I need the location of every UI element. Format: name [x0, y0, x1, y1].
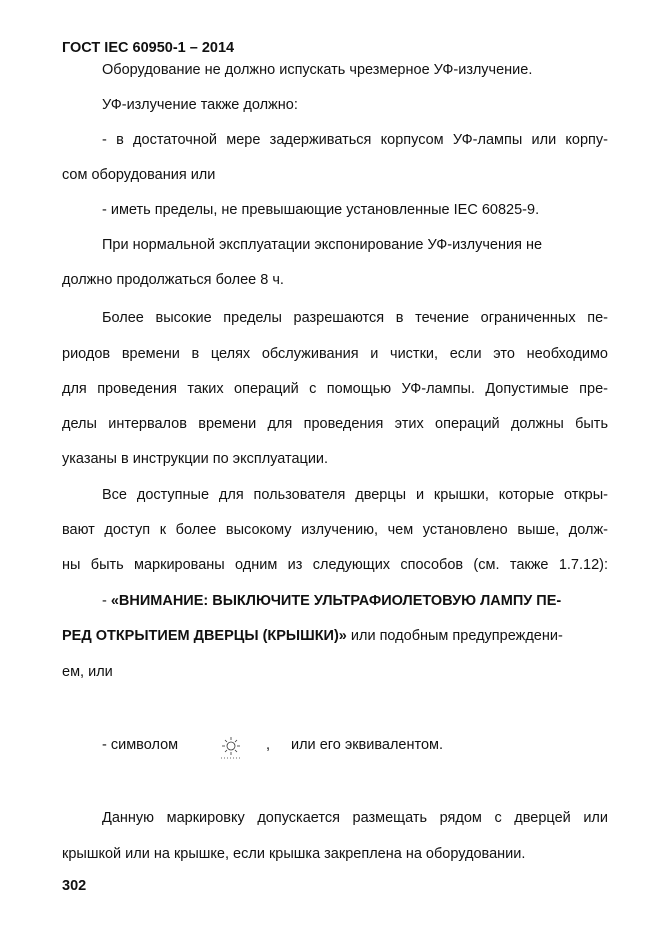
paragraph-line: вают доступ к более высокому излучению, чем установлено выше, долж- — [62, 522, 608, 538]
paragraph-line: - иметь пределы, не превышающие установленные IEC 60825-9. — [102, 202, 540, 218]
document-header: ГОСТ IEC 60950-1 – 2014 — [62, 40, 235, 56]
paragraph-line: При нормальной эксплуатации экспонирование УФ-излучения не — [102, 237, 543, 253]
warning-prefix: - — [102, 593, 111, 609]
warning-line-3: ем, или — [62, 664, 113, 680]
paragraph-line: Оборудование не должно испускать чрезмерное УФ-излучение. — [102, 62, 533, 78]
paragraph-line: Данную маркировку допускается размещать рядом с дверцей или — [102, 810, 608, 826]
uv-radiation-symbol-icon — [214, 734, 248, 762]
paragraph-line: для проведения таких операций с помощью УФ-лампы. Допустимые пре- — [62, 381, 608, 397]
paragraph-line: УФ-излучение также должно: — [102, 97, 298, 113]
paragraph-line: должно продолжаться более 8 ч. — [62, 272, 284, 288]
paragraph-line: - в достаточной мере задерживаться корпусом УФ-лампы или корпу- — [102, 132, 608, 148]
warning-bold-text: РЕД ОТКРЫТИЕМ ДВЕРЦЫ (КРЫШКИ)» — [62, 628, 347, 644]
paragraph-line: ны быть маркированы одним из следующих способов (см. также 1.7.12): — [62, 557, 608, 573]
warning-rest-text: или подобным предупреждени- — [346, 628, 563, 644]
paragraph-line: крышкой или на крышке, если крышка закреплена на оборудовании. — [62, 846, 526, 862]
paragraph-line: сом оборудования или — [62, 167, 216, 183]
paragraph-line: риодов времени в целях обслуживания и чистки, если это необходимо — [62, 346, 608, 362]
warning-line-2 — [62, 628, 563, 645]
warning-line-1 — [102, 593, 561, 610]
symbol-line-text: или его эквивалентом. — [291, 737, 444, 753]
paragraph-line: Более высокие пределы разрешаются в течение ограниченных пе- — [102, 310, 608, 326]
paragraph-line: делы интервалов времени для проведения этих операций должны быть — [62, 416, 608, 432]
page-number: 302 — [62, 878, 87, 894]
symbol-line-label: - символом — [102, 737, 179, 753]
paragraph-line: Все доступные для пользователя дверцы и крышки, которые откры- — [102, 487, 608, 503]
paragraph-line: указаны в инструкции по эксплуатации. — [62, 451, 329, 467]
symbol-line-comma: , — [266, 737, 271, 753]
warning-bold-text: «ВНИМАНИЕ: ВЫКЛЮЧИТЕ УЛЬТРАФИОЛЕТОВУЮ ЛАМПУ ПЕ- — [110, 593, 562, 609]
